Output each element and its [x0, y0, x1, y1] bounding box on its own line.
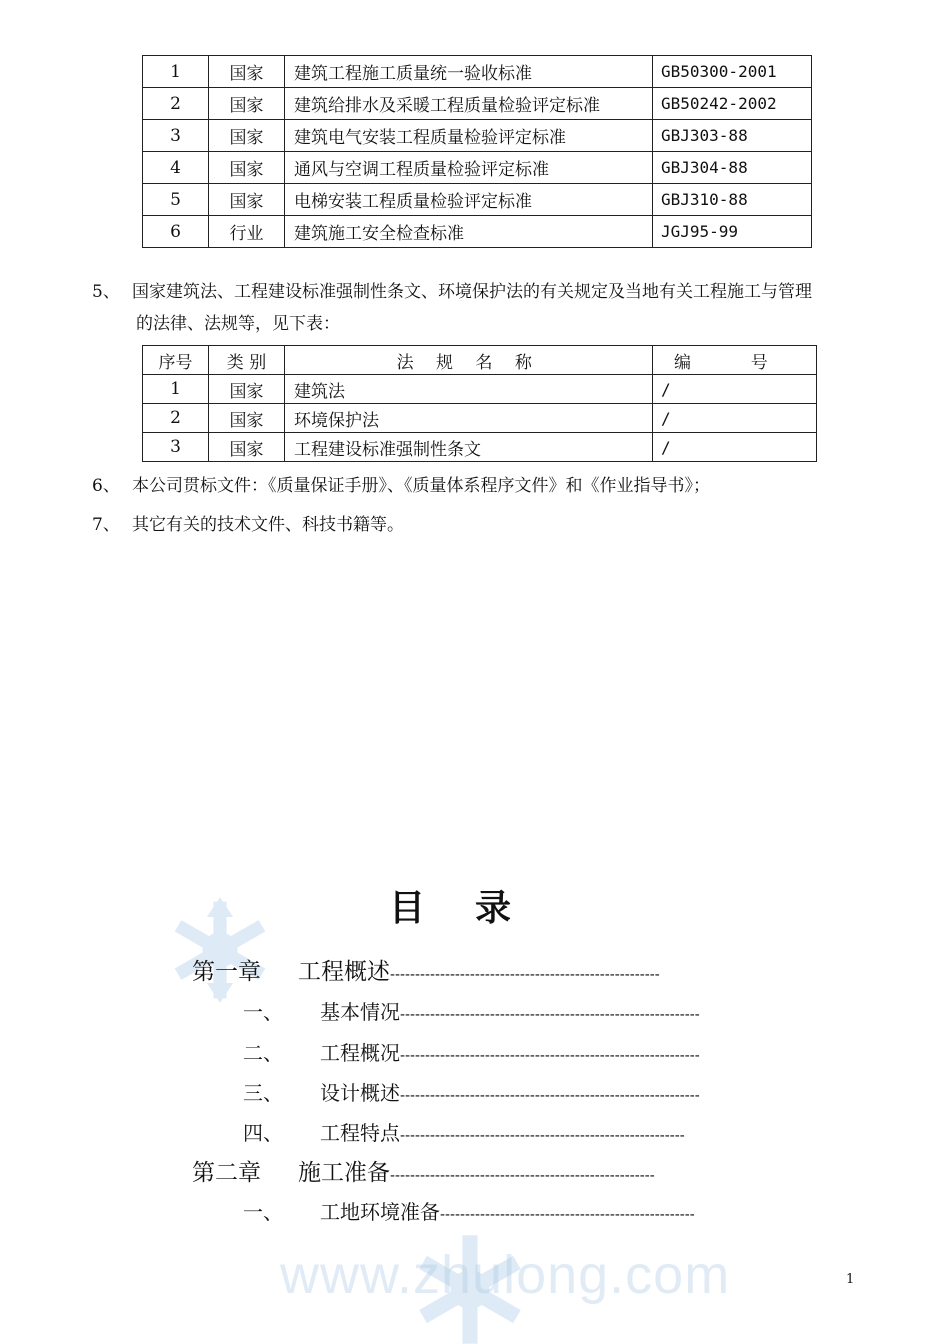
cell-name: 建筑给排水及采暖工程质量检验评定标准 — [285, 88, 653, 120]
laws-table — [142, 345, 817, 462]
toc-title-text: 设计概述 — [320, 1081, 400, 1105]
toc-title-text: 工程特点 — [320, 1121, 400, 1145]
header-name: 法 规 名 称 — [285, 346, 653, 375]
toc-label: 三、 — [243, 1081, 283, 1105]
header-code: 编 号 — [653, 346, 817, 375]
cell-name: 工程建设标准强制性条文 — [285, 433, 653, 462]
cell-category: 国家 — [209, 88, 285, 120]
paragraph-5 — [92, 277, 812, 307]
cell-category: 国家 — [209, 184, 285, 216]
cell-no: 2 — [143, 88, 209, 120]
cell-category: 国家 — [209, 120, 285, 152]
cell-name: 通风与空调工程质量检验评定标准 — [285, 152, 653, 184]
header-no: 序号 — [143, 346, 209, 375]
table-row — [143, 88, 812, 120]
toc-entry-section[interactable] — [243, 1077, 700, 1106]
cell-no: 6 — [143, 216, 209, 248]
page-number: 1 — [846, 1272, 855, 1287]
cell-code: / — [653, 375, 817, 404]
cell-no: 1 — [143, 375, 209, 404]
list-number: 7、 — [92, 515, 120, 535]
toc-label: 第二章 — [192, 1160, 261, 1186]
toc-entry-chapter[interactable] — [192, 953, 660, 986]
paragraph-6 — [92, 471, 710, 501]
toc-entry-section[interactable] — [243, 996, 700, 1025]
header-category: 类 别 — [209, 346, 285, 375]
table-row — [143, 184, 812, 216]
list-number: 5、 — [92, 282, 120, 302]
toc-label: 四、 — [243, 1121, 283, 1145]
table-row — [143, 216, 812, 248]
list-number: 6、 — [92, 476, 120, 496]
cell-code: / — [653, 404, 817, 433]
paragraph-5-continuation — [136, 309, 340, 339]
cell-no: 2 — [143, 404, 209, 433]
cell-code: / — [653, 433, 817, 462]
paragraph-text: 的法律、法规等，见下表： — [136, 314, 340, 334]
paragraph-text: 其它有关的技术文件、科技书籍等。 — [132, 515, 404, 535]
cell-code: JGJ95-99 — [653, 216, 812, 248]
toc-title-text: 工程概述 — [298, 959, 390, 985]
toc-leader: --------------------------------------------------- — [440, 1206, 695, 1223]
cell-no: 4 — [143, 152, 209, 184]
cell-code: GB50242-2002 — [653, 88, 812, 120]
cell-category: 国家 — [209, 56, 285, 88]
table-row — [143, 404, 817, 433]
watermark-text: www.zhulong.com — [280, 1245, 731, 1305]
cell-code: GBJ303-88 — [653, 120, 812, 152]
standards-table — [142, 55, 812, 248]
table-row — [143, 375, 817, 404]
toc-leader: ------------------------------------------------------------ — [400, 1047, 700, 1064]
cell-category: 行业 — [209, 216, 285, 248]
cell-category: 国家 — [209, 433, 285, 462]
cell-category: 国家 — [209, 152, 285, 184]
paragraph-text: 国家建筑法、工程建设标准强制性条文、环境保护法的有关规定及当地有关工程施工与管理 — [132, 282, 812, 302]
cell-code: GBJ304-88 — [653, 152, 812, 184]
toc-leader: ------------------------------------------------------------ — [400, 1087, 700, 1104]
toc-title-text: 基本情况 — [320, 1000, 400, 1024]
cell-category: 国家 — [209, 375, 285, 404]
toc-leader: ------------------------------------------------------ — [390, 966, 660, 983]
toc-leader: ------------------------------------------------------------ — [400, 1006, 700, 1023]
toc-label: 一、 — [243, 1000, 283, 1024]
cell-category: 国家 — [209, 404, 285, 433]
toc-entry-section[interactable] — [243, 1037, 700, 1066]
paragraph-text: 本公司贯标文件：《质量保证手册》、《质量体系程序文件》和《作业指导书》； — [132, 476, 710, 496]
toc-title-text: 施工准备 — [298, 1160, 390, 1186]
toc-leader: --------------------------------------------------------- — [400, 1127, 685, 1144]
toc-label: 二、 — [243, 1041, 283, 1065]
table-row — [143, 152, 812, 184]
table-row — [143, 120, 812, 152]
cell-name: 建筑法 — [285, 375, 653, 404]
cell-name: 环境保护法 — [285, 404, 653, 433]
cell-name: 建筑工程施工质量统一验收标准 — [285, 56, 653, 88]
table-header-row — [143, 346, 817, 375]
toc-entry-section[interactable] — [243, 1117, 685, 1146]
toc-label: 第一章 — [192, 959, 261, 985]
toc-entry-chapter[interactable] — [192, 1154, 655, 1187]
toc-entry-section[interactable] — [243, 1196, 695, 1225]
toc-leader: ----------------------------------------------------- — [390, 1167, 655, 1184]
cell-name: 电梯安装工程质量检验评定标准 — [285, 184, 653, 216]
cell-no: 1 — [143, 56, 209, 88]
toc-title-text: 工程概况 — [320, 1041, 400, 1065]
cell-code: GBJ310-88 — [653, 184, 812, 216]
cell-name: 建筑电气安装工程质量检验评定标准 — [285, 120, 653, 152]
cell-no: 3 — [143, 120, 209, 152]
cell-name: 建筑施工安全检查标准 — [285, 216, 653, 248]
toc-title-text: 工地环境准备 — [320, 1200, 440, 1224]
table-row — [143, 56, 812, 88]
cell-no: 3 — [143, 433, 209, 462]
table-row — [143, 433, 817, 462]
cell-no: 5 — [143, 184, 209, 216]
cell-code: GB50300-2001 — [653, 56, 812, 88]
toc-title: 目录 — [388, 888, 561, 929]
toc-label: 一、 — [243, 1200, 283, 1224]
paragraph-7 — [92, 510, 404, 540]
